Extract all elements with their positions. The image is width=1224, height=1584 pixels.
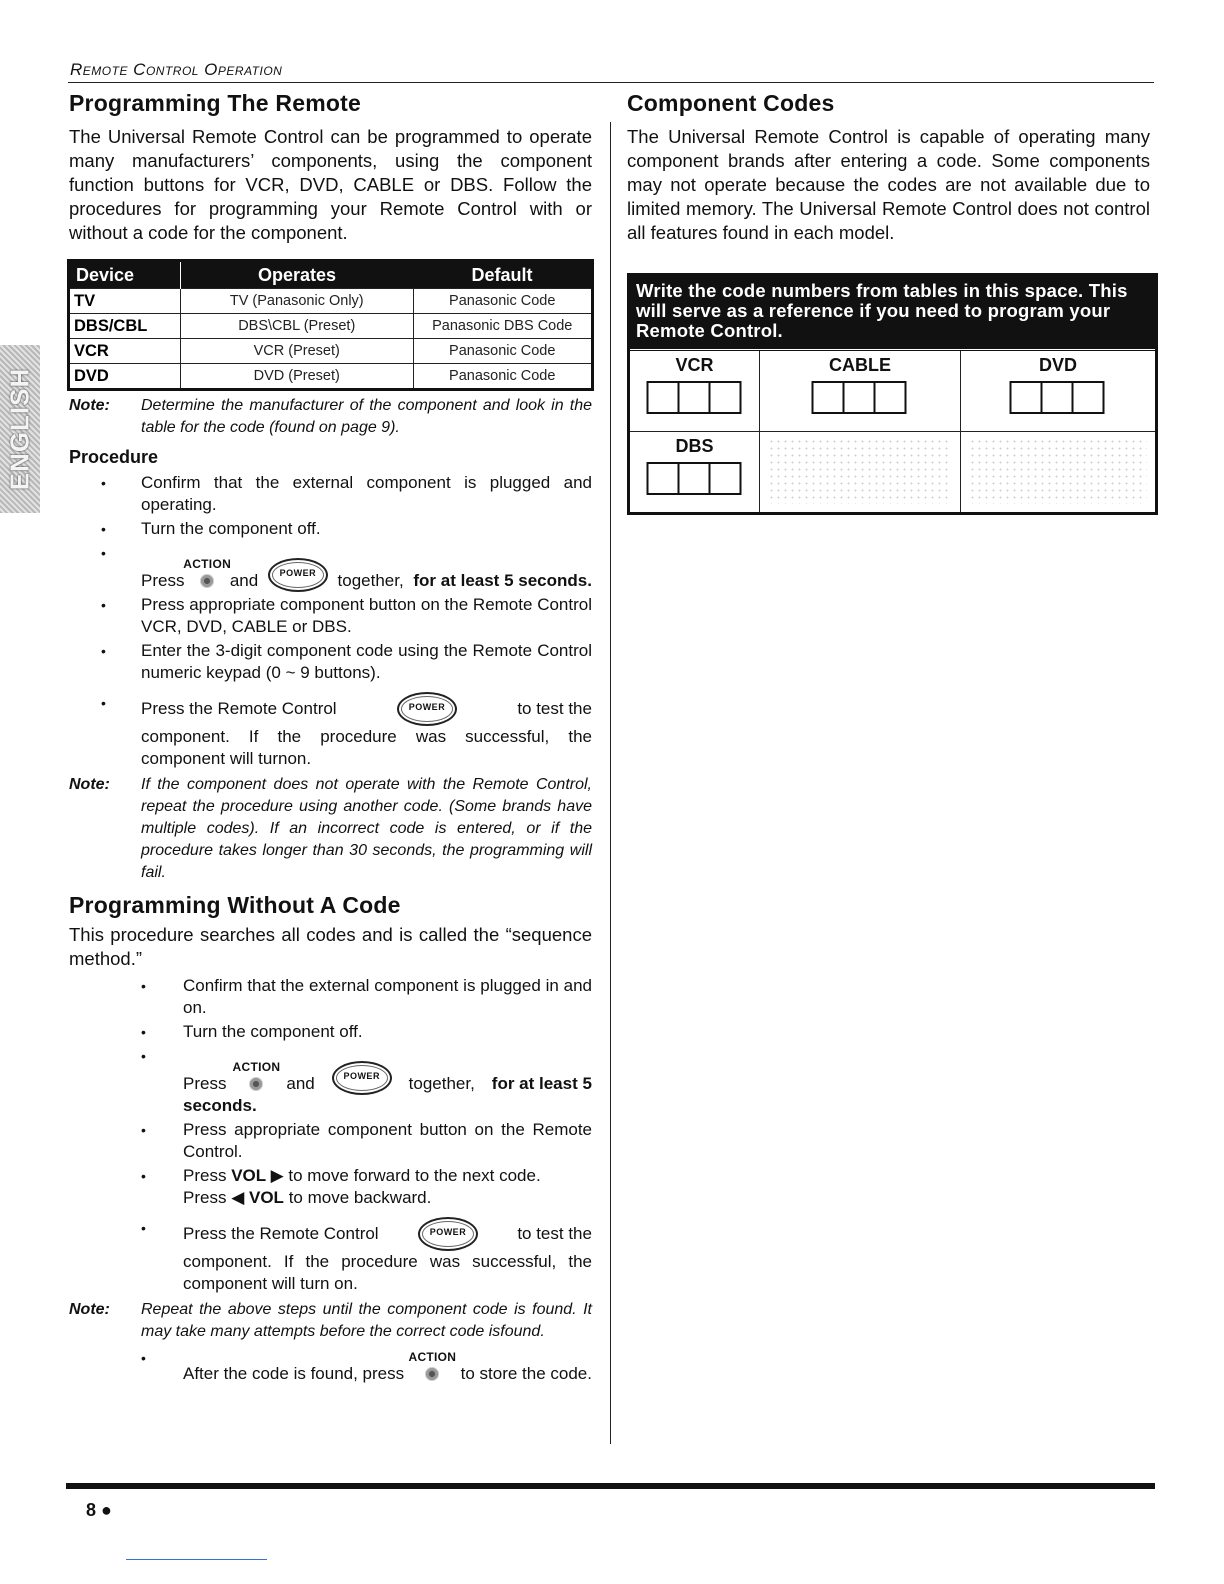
column-divider [610, 122, 611, 1444]
operates-cell: TV (Panasonic Only) [181, 289, 414, 314]
dvd-code-boxes[interactable] [1012, 381, 1105, 414]
list-item: • Press appropriate component button on the Remote Control. [69, 1119, 592, 1163]
action-button-icon [408, 1350, 457, 1385]
action-label: ACTION [183, 557, 232, 571]
dbs-code-boxes[interactable] [648, 462, 741, 495]
left-column [69, 90, 592, 1387]
vcr-code-cell [630, 351, 760, 432]
action-label: ACTION [408, 1350, 457, 1364]
step-text: to move forward to the next code. [288, 1166, 541, 1185]
cable-code-cell [760, 351, 961, 432]
power-button-icon: POWER [397, 692, 457, 726]
and-text: and [286, 1074, 315, 1093]
final-step [69, 1347, 592, 1385]
programming-title: Programming The Remote [69, 90, 361, 116]
list-item [69, 542, 592, 592]
press-action-power-row [183, 1045, 592, 1095]
vcr-label: VCR [675, 355, 714, 375]
table-row [69, 314, 593, 339]
test-text-c: component. If the procedure was successful, the component will turn on. [183, 1252, 592, 1293]
without-code-steps [69, 975, 592, 1295]
note-text: Repeat the above steps until the component code is found. It may take many attempts before the correct code isfound. [141, 1301, 592, 1340]
test-text-a: • Press the Remote Control [141, 699, 337, 718]
action-label: ACTION [232, 1060, 281, 1074]
duration-text: for at least 5 seconds. [413, 571, 592, 590]
action-button-icon [183, 557, 232, 592]
step-text: Press [183, 1188, 227, 1207]
table-row [69, 364, 593, 390]
operates-cell: DVD (Preset) [181, 364, 414, 390]
list-item [69, 1217, 592, 1295]
without-code-intro: This procedure searches all codes and is called the “sequence method.” [69, 924, 592, 969]
list-item: • Press appropriate component button on the Remote Control VCR, DVD, CABLE or DBS. [69, 594, 592, 638]
store-text-b: to store the code. [460, 1364, 592, 1383]
list-item [69, 1347, 592, 1385]
component-codes-intro: The Universal Remote Control is capable of operating many component brands after entering a code. Some components may not operate because the codes are not available due to limited memory. The Universal Remote Control does not control all features found in each model. [627, 126, 1150, 243]
press-action-power-row [141, 542, 592, 592]
store-code-row [183, 1347, 592, 1385]
cable-label: CABLE [829, 355, 891, 375]
list-item [69, 1045, 592, 1117]
note-label: Note: [69, 776, 110, 793]
language-tab-label: ENGLISH [4, 367, 35, 491]
dbs-code-cell [630, 432, 760, 512]
store-text-a: • After the code is found, press [183, 1364, 405, 1383]
default-cell: Panasonic Code [413, 364, 593, 390]
default-cell: Panasonic DBS Code [413, 314, 593, 339]
device-cell: DVD [69, 364, 181, 390]
component-codes-title: Component Codes [627, 90, 835, 116]
dvd-code-cell [961, 351, 1155, 432]
press-text: • Press [141, 571, 185, 590]
default-cell: Panasonic Code [413, 339, 593, 364]
test-text-b: to test the [517, 1224, 592, 1243]
programming-intro: The Universal Remote Control can be programmed to operate many manufacturers’ components, using the component function buttons for VCR, DVD, CABLE or DBS. Follow the procedures for programming your Remote Control with or without a code for the component. [69, 126, 592, 243]
page-number: 8 ● [86, 1500, 112, 1520]
operates-cell: DBS\CBL (Preset) [181, 314, 414, 339]
note-repeat-steps [69, 1299, 592, 1343]
together-text: together, [408, 1074, 475, 1093]
duration-text: for at least 5 [491, 1074, 592, 1093]
device-table-header [69, 261, 593, 289]
code-reference-box [627, 273, 1158, 515]
procedure-steps [69, 472, 592, 770]
page-header [68, 58, 1154, 83]
without-code-title: Programming Without A Code [69, 892, 401, 918]
device-cell: VCR [69, 339, 181, 364]
procedure-title: Procedure [69, 447, 159, 467]
code-reference-heading: Write the code numbers from tables in this space. This will serve as a reference if you need to program your Remote Control. [630, 276, 1155, 348]
test-text-c: component. If the procedure was successful, the component will turnon. [141, 727, 592, 768]
device-cell: DBS/CBL [69, 314, 181, 339]
vol-forward-label: VOL ▶ [231, 1166, 284, 1185]
col-default: Default [413, 261, 593, 289]
note-repeat-procedure [69, 774, 592, 884]
vol-backward-label: ◀ VOL [231, 1188, 284, 1207]
device-cell: TV [69, 289, 181, 314]
power-button-icon: POWER [268, 558, 328, 592]
power-button-icon: POWER [332, 1061, 392, 1095]
power-button-icon: POWER [418, 1217, 478, 1251]
operates-cell: VCR (Preset) [181, 339, 414, 364]
col-operates: Operates [181, 261, 414, 289]
vcr-code-boxes[interactable] [648, 381, 741, 414]
list-item: • Confirm that the external component is plugged and operating. [69, 472, 592, 516]
together-text: together, [337, 571, 404, 590]
language-tab [0, 345, 40, 513]
test-text-b: to test the [517, 699, 592, 718]
table-row [69, 289, 593, 314]
cable-code-boxes[interactable] [814, 381, 907, 414]
dvd-label: DVD [1038, 355, 1077, 375]
action-button-icon [232, 1060, 281, 1095]
list-item: • Turn the component off. [69, 518, 592, 540]
step-text: Press [183, 1166, 227, 1185]
press-text: • Press [183, 1074, 227, 1093]
step-text: to move backward. [288, 1188, 432, 1207]
note-label: Note: [69, 1301, 110, 1318]
list-item: • Confirm that the external component is plugged in and on. [69, 975, 592, 1019]
bottom-link-line [126, 1559, 267, 1560]
dbs-label: DBS [675, 436, 714, 456]
device-table [67, 259, 594, 391]
right-column [627, 90, 1150, 515]
note-text: Determine the manufacturer of the component and look in the table for the code (found on page 9). [141, 397, 592, 436]
table-row [69, 339, 593, 364]
note-find-code [69, 395, 592, 439]
list-item: • Enter the 3-digit component code using the Remote Control numeric keypad (0 ~ 9 buttons). [69, 640, 592, 684]
empty-cell [760, 432, 961, 512]
footer-rule [66, 1483, 1155, 1489]
test-text-a: • Press the Remote Control [183, 1224, 379, 1243]
and-text: and [229, 571, 259, 590]
default-cell: Panasonic Code [413, 289, 593, 314]
note-label: Note: [69, 397, 110, 414]
note-text: If the component does not operate with the Remote Control, repeat the procedure using another code. (Some brands have multiple codes). If an incorrect code is entered, or if the procedure takes longer than 30 seconds, the programming will fail. [141, 776, 592, 881]
empty-cell [961, 432, 1155, 512]
list-item [69, 1165, 592, 1209]
code-reference-grid [630, 348, 1155, 512]
list-item: • Turn the component off. [69, 1021, 592, 1043]
duration-text-2: seconds. [183, 1096, 257, 1115]
col-device: Device [69, 261, 181, 289]
list-item [69, 692, 592, 770]
section-title: Remote Control Operation [70, 60, 283, 79]
